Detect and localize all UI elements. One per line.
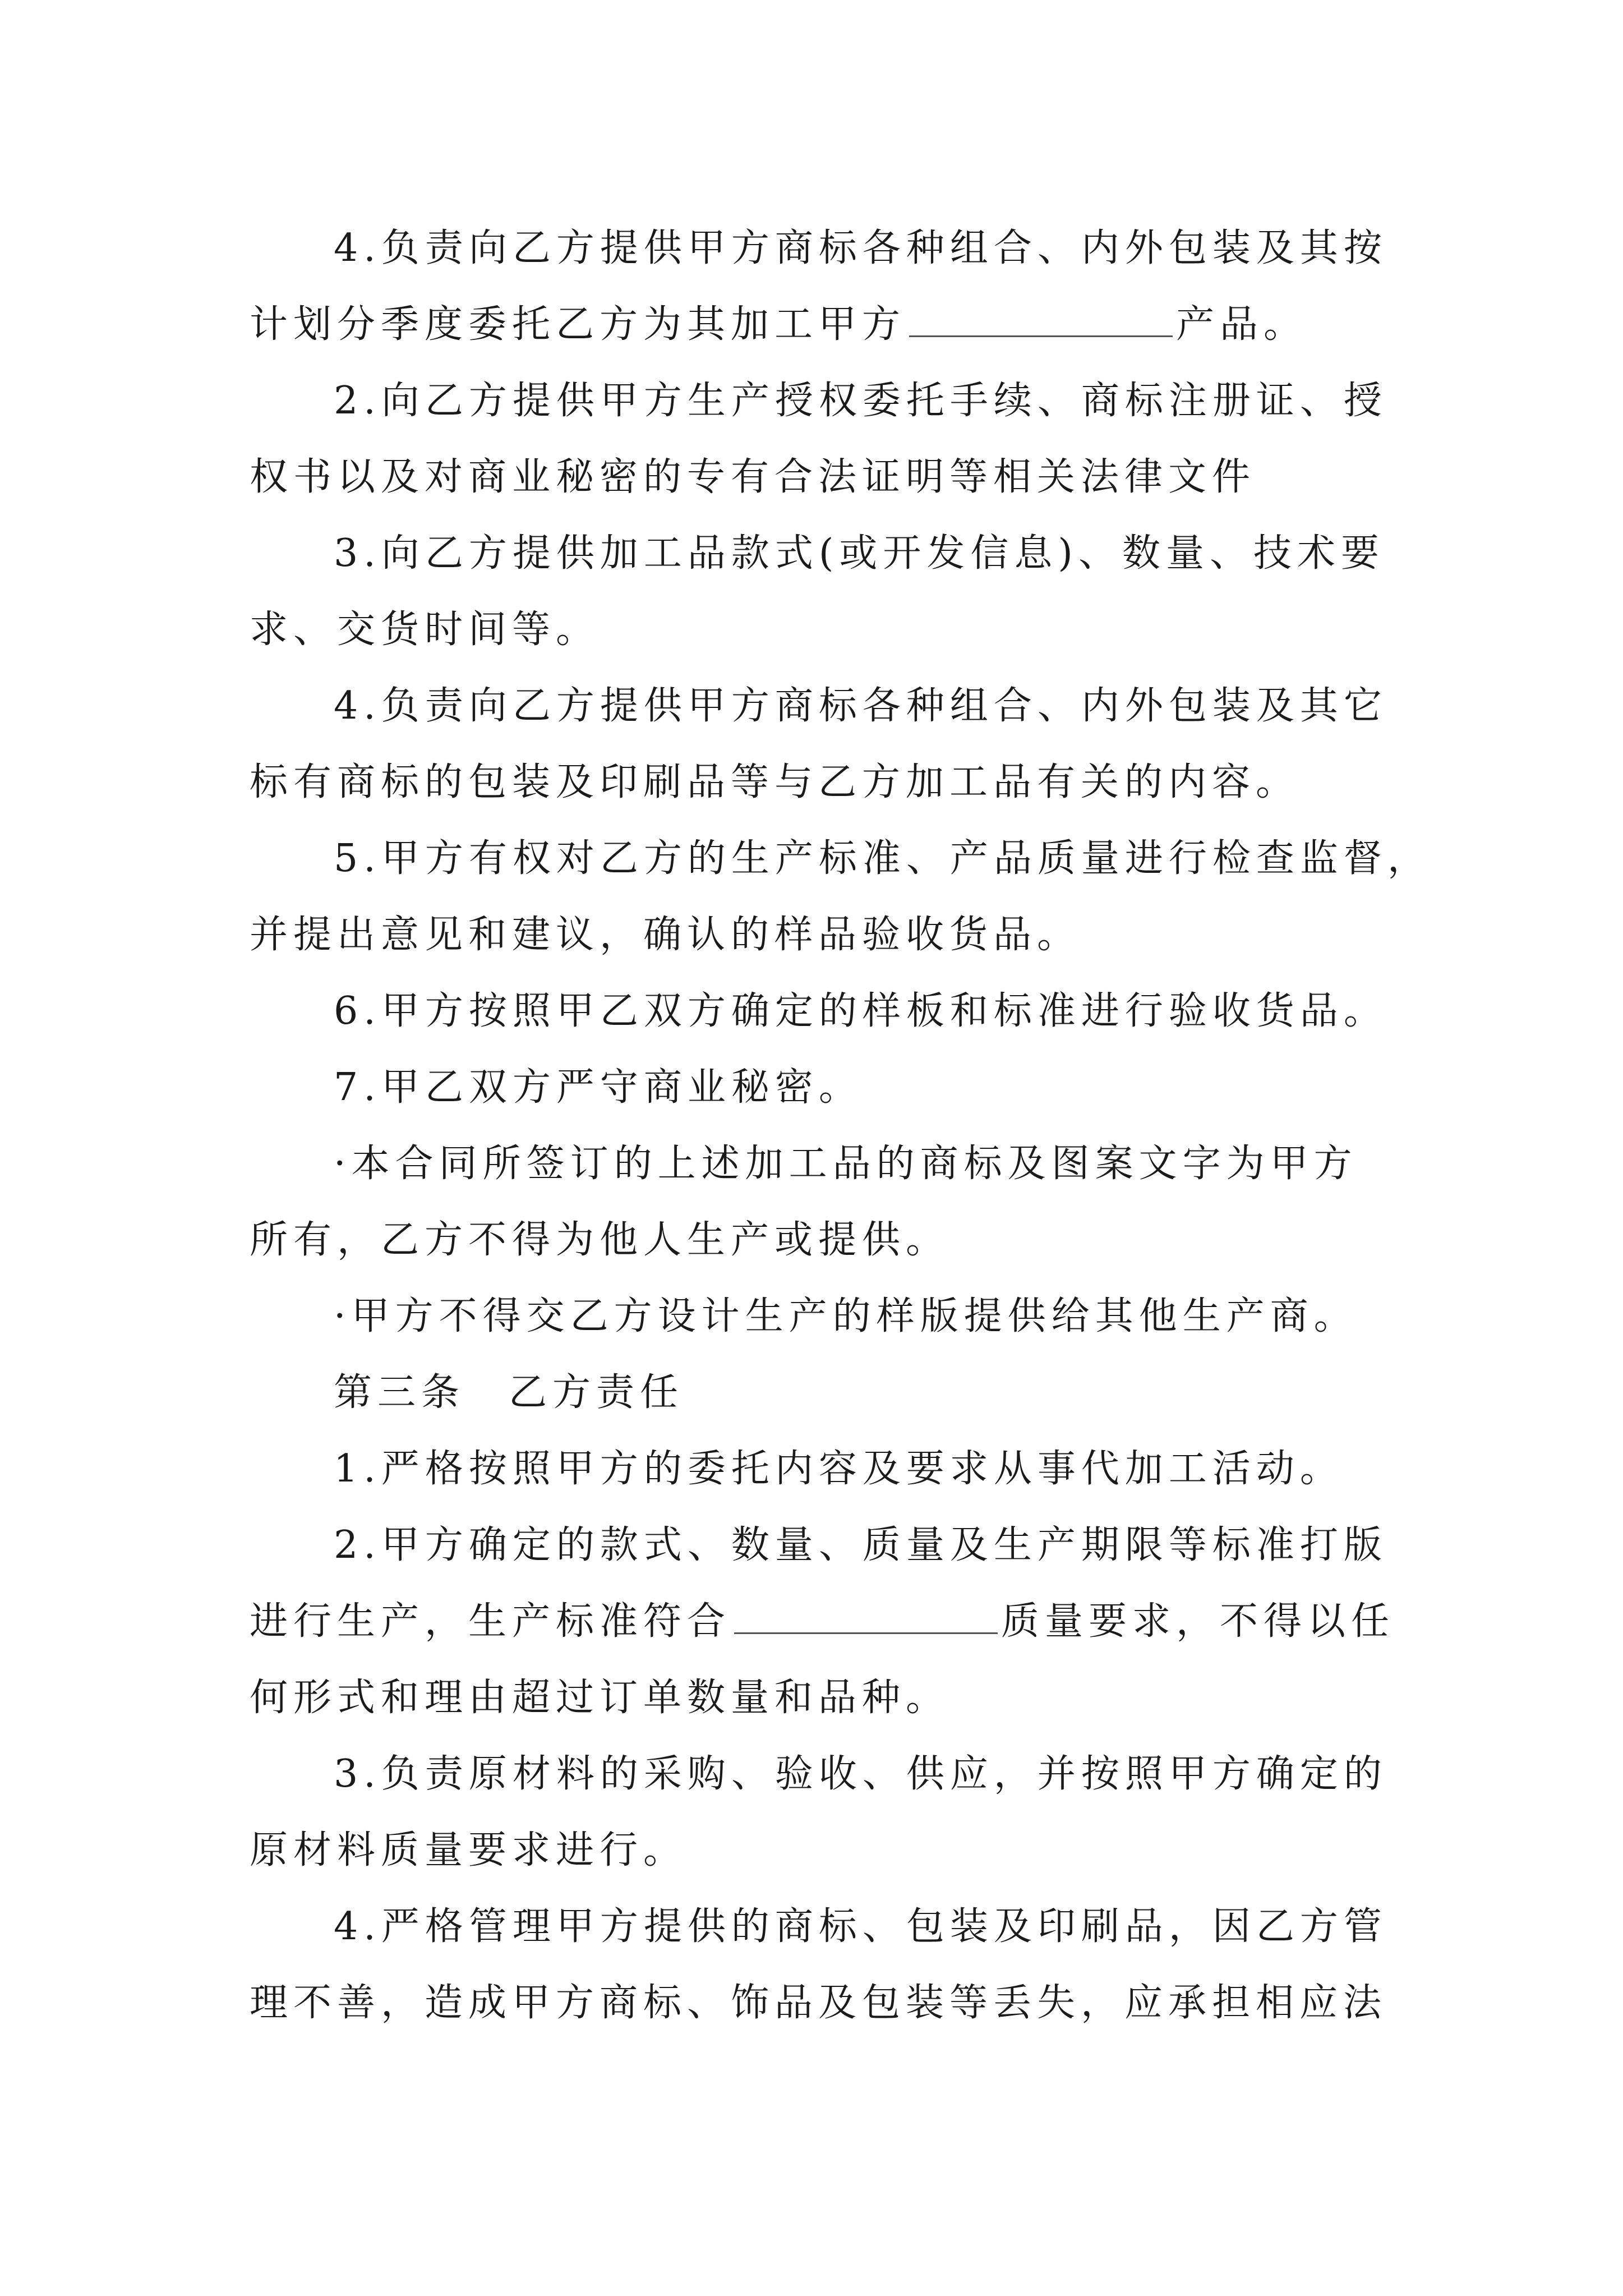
paragraph-line: 所有，乙方不得为他人生产或提供。: [250, 1218, 950, 1262]
text-segment: 质量要求，不得以任: [1001, 1599, 1395, 1644]
paragraph-line: 1.严格按照甲方的委托内容及要求从事代加工活动。: [334, 1447, 1344, 1491]
paragraph-line: 4.负责向乙方提供甲方商标各种组合、内外包装及其按: [334, 226, 1387, 270]
text-segment: 计划分季度委托乙方为其加工甲方: [250, 302, 906, 347]
paragraph-line: 7.甲乙双方严守商业秘密。: [334, 1065, 863, 1110]
paragraph-line: 4.严格管理甲方提供的商标、包装及印刷品，因乙方管: [334, 1904, 1387, 1949]
paragraph-line-with-blank: [250, 1584, 1394, 1660]
text-segment: 进行生产，生产标准符合: [250, 1599, 731, 1644]
paragraph-line: 3.向乙方提供加工品款式(或开发信息)、数量、技术要: [334, 531, 1385, 576]
paragraph-line: 6.甲方按照甲乙双方确定的样板和标准进行验收货品。: [334, 989, 1387, 1033]
text-segment: 产品。: [1176, 302, 1308, 347]
paragraph-line: ·甲方不得交乙方设计生产的样版提供给其他生产商。: [334, 1294, 1358, 1338]
paragraph-line: 2.向乙方提供甲方生产授权委托手续、商标注册证、授: [334, 379, 1387, 423]
paragraph-line: ·本合同所签订的上述加工品的商标及图案文字为甲方: [334, 1142, 1358, 1186]
paragraph-line: 何形式和理由超过订单数量和品种。: [250, 1676, 950, 1720]
paragraph-line: 原材料质量要求进行。: [250, 1828, 688, 1872]
paragraph-line: 权书以及对商业秘密的专有合法证明等相关法律文件: [250, 455, 1256, 499]
document-body: [250, 210, 1431, 2041]
section-heading: 第三条 乙方责任: [334, 1370, 684, 1415]
paragraph-line: 2.甲方确定的款式、数量、质量及生产期限等标准打版: [334, 1523, 1387, 1567]
paragraph-line: 3.负责原材料的采购、验收、供应，并按照甲方确定的: [334, 1752, 1387, 1796]
fill-in-blank: [909, 301, 1173, 337]
paragraph-line: 理不善，造成甲方商标、饰品及包装等丢失，应承担相应法: [250, 1981, 1387, 2025]
paragraph-line: 求、交货时间等。: [250, 608, 600, 652]
fill-in-blank: [734, 1598, 998, 1634]
paragraph-line: 并提出意见和建议，确认的样品验收货品。: [250, 913, 1081, 957]
paragraph-line: 5.甲方有权对乙方的生产标准、产品质量进行检查监督，: [334, 836, 1431, 881]
paragraph-line-with-blank: [250, 287, 1394, 363]
paragraph-line: 4.负责向乙方提供甲方商标各种组合、内外包装及其它: [334, 684, 1387, 728]
paragraph-line: 标有商标的包装及印刷品等与乙方加工品有关的内容。: [250, 760, 1300, 804]
